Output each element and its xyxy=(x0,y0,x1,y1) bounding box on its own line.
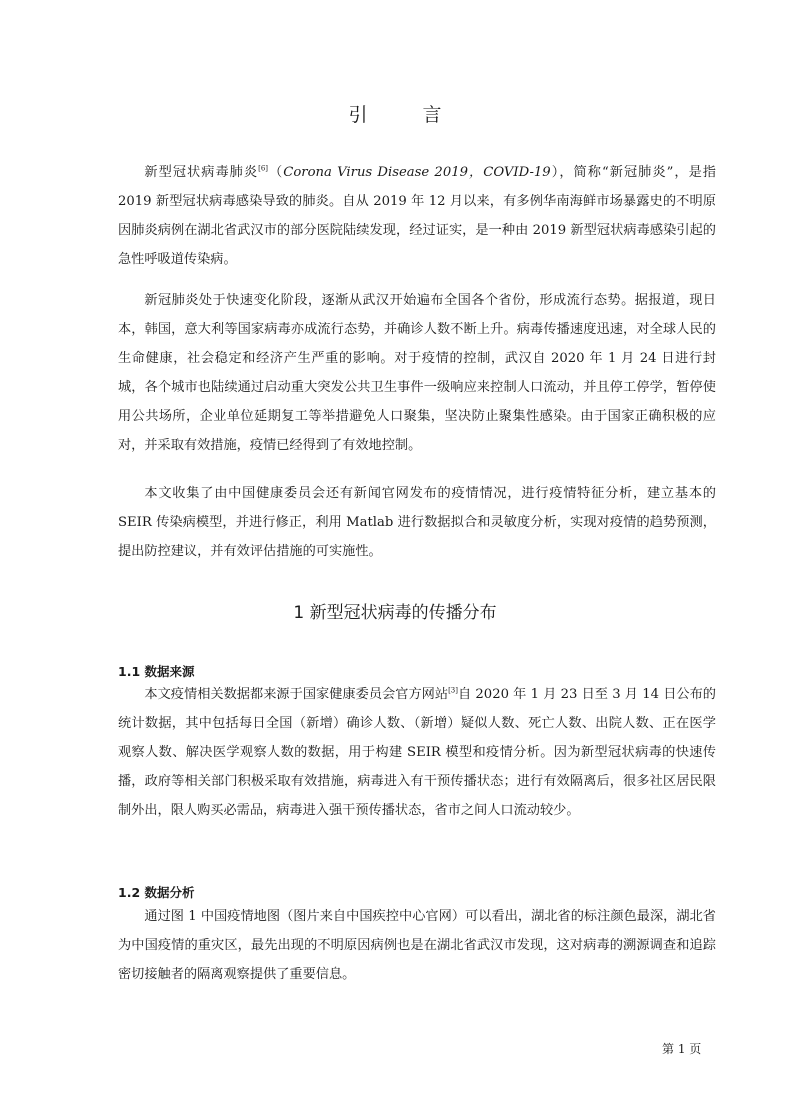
intro-paragraph-2: 新冠肺炎处于快速变化阶段，逐渐从武汉开始遍布全国各个省份，形成流行态势。据报道，现日本，韩国，意大利等国家病毒亦成流行态势，并确诊人数不断上升。病毒传播速度迅速，对全球人民的生命健康，社会稳定和经济产生严重的影响。对于疫情的控制，武汉自 2020 年 1 月 24 日进行封城，各个城市也陆续通过启动重大突发公共卫生事件一级响应来控制人口流动，并且停工停学，暂停使用公共场所，企业单位延期复工等举措避免人口聚集，坚决防止聚集性感染。由于国家正确积极的应对，并采取有效措施，疫情已经得到了有效地控制。 xyxy=(118,293,716,453)
section-1-heading: 1 新型冠状病毒的传播分布 xyxy=(293,603,497,623)
intro-paragraph-3: 本文收集了由中国健康委员会还有新闻官网发布的疫情情况，进行疫情特征分析，建立基本的 SEIR 传染病模型，并进行修正，利用 Matlab 进行数据拟合和灵敏度分析，实现对疫情的趋势预测，提出防控建议，并有效评估措施的可实施性。 xyxy=(118,486,716,559)
intro-p1-text: 新型冠状病毒肺炎 xyxy=(144,165,259,180)
sub1-text-post: 自 2020 年 1 月 23 日至 3 月 14 日公布的统计数据，其中包括每日全国（新增）确诊人数、（新增）疑似人数、死亡人数、出院人数、正在医学观察人数、解决医学观察人数的数据，用于构建 SEIR 模型和疫情分析。因为新型冠状病毒的快速传播，政府等相关部门积极采取有效措施，病毒进入有干预传播状态；进行有效隔离后，很多社区居民限制外出，限人购买必需品，病毒进入强干预传播状态，省市之间人口流动较少。 xyxy=(118,687,716,818)
intro-p1-text-post: ），简称“新冠肺炎”，是指 2019 新型冠状病毒感染导致的肺炎。自从 2019 年 12 月以来，有多例华南海鲜市场暴露史的不明原因肺炎病例在湖北省武汉市的部分医院陆续发现，经过证实，是一种由 2019 新型冠状病毒感染引起的急性呼吸道传染病。 xyxy=(118,165,716,267)
sub1-text-pre: 本文疫情相关数据都来源于国家健康委员会官方网站 xyxy=(144,687,449,702)
citation-ref: [3] xyxy=(448,686,458,695)
page-title: 引 言 xyxy=(348,104,460,126)
subsection-1-1-heading: 1.1 数据来源 xyxy=(118,664,195,679)
citation-ref: [6] xyxy=(258,164,269,173)
subsection-1-2-heading: 1.2 数据分析 xyxy=(118,885,195,900)
subsection-1-2-paragraph: 通过图 1 中国疫情地图（图片来自中国疾控中心官网）可以看出，湖北省的标注颜色最深，湖北省为中国疫情的重灾区，最先出现的不明原因病例也是在湖北省武汉市发现，这对病毒的溯源调查和追踪密切接触者的隔离观察提供了重要信息。 xyxy=(118,909,716,982)
intro-paragraph-1 xyxy=(118,158,716,274)
page-number: 第 1 页 xyxy=(662,1042,702,1056)
subsection-1-1-paragraph xyxy=(118,680,716,825)
intro-p1-italic: Corona Virus Disease 2019，COVID-19 xyxy=(283,165,551,180)
intro-p1-paren: （ xyxy=(268,165,284,180)
